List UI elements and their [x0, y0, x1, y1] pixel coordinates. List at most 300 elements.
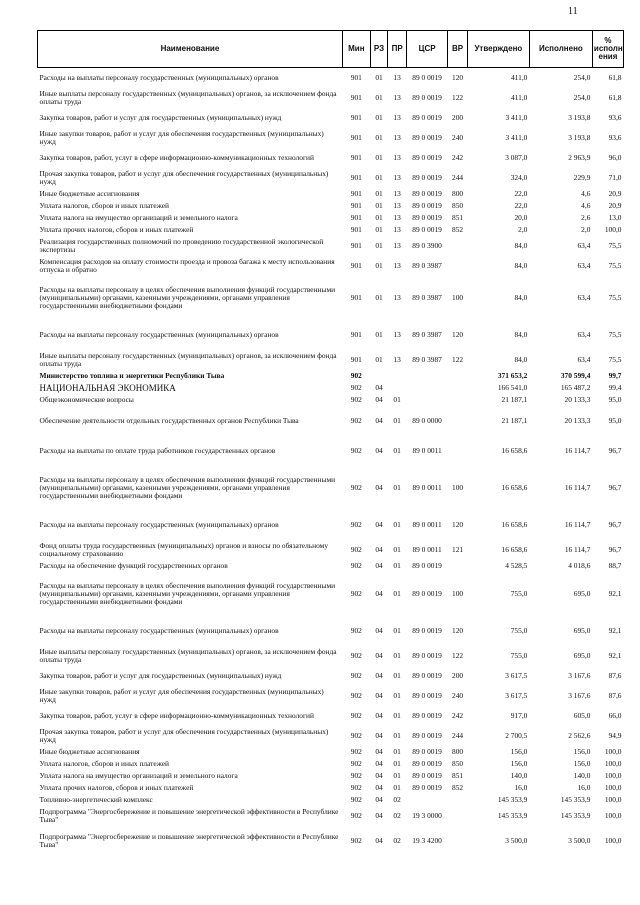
cell-vr [448, 236, 468, 256]
cell-vr [448, 560, 468, 572]
cell-executed: 3 500,0 [568, 836, 591, 845]
cell-approved: 84,0 [514, 293, 528, 302]
cell-executed: 2 963,9 [568, 153, 591, 162]
cell-vr: 244 [452, 173, 464, 182]
cell-approved: 16,0 [514, 783, 528, 792]
cell-percent: 87,6 [608, 671, 622, 680]
cell-percent: 20,9 [608, 201, 622, 210]
cell-min: 902 [350, 759, 362, 768]
cell-vr: 244 [452, 731, 464, 740]
cell-rz: 04 [375, 783, 383, 792]
table-row [38, 726, 624, 746]
cell-approved: 21 187,1 [501, 395, 528, 404]
cell-csr: 89 0 0019 [412, 225, 442, 234]
cell-vr: 800 [452, 189, 464, 198]
cell-percent: 100,0 [604, 795, 622, 804]
cell-vr: 200 [452, 671, 464, 680]
cell-rz: 01 [375, 93, 383, 102]
cell-min: 901 [350, 241, 362, 250]
cell-approved: 22,0 [514, 189, 528, 198]
cell-csr: 89 0 0019 [412, 711, 442, 720]
cell-min: 901 [350, 330, 362, 339]
cell-vr: 121 [452, 545, 464, 554]
cell-executed: 3 193,8 [568, 113, 591, 122]
cell-approved: 20,0 [514, 213, 528, 222]
cell-executed: 16 114,7 [564, 545, 591, 554]
cell-csr: 89 0 0011 [412, 545, 442, 554]
cell-percent: 96,7 [608, 520, 622, 529]
cell-percent: 94,9 [608, 731, 622, 740]
cell-approved: 84,0 [514, 330, 528, 339]
cell-pr: 13 [393, 189, 401, 198]
cell-name: Расходы на выплаты персоналу государственных (муниципальных) органов [39, 626, 279, 635]
cell-executed: 63,4 [577, 293, 591, 302]
cell-pr: 01 [393, 711, 401, 720]
header-executed: Исполнено [529, 31, 592, 68]
cell-name: Уплата прочих налогов, сборов и иных платежей [39, 783, 194, 792]
cell-min: 901 [350, 113, 362, 122]
cell-pr: 01 [393, 545, 401, 554]
cell-percent: 96,7 [608, 446, 622, 455]
cell-percent: 71,0 [608, 173, 622, 182]
cell-pr: 01 [393, 589, 401, 598]
cell-executed: 3 193,8 [568, 133, 591, 142]
cell-percent: 99,4 [608, 383, 622, 392]
cell-approved: 3 411,0 [505, 133, 528, 142]
cell-min: 902 [350, 747, 362, 756]
cell-name: Топливно-энергетический комплекс [39, 795, 153, 804]
cell-executed: 140,0 [573, 771, 591, 780]
cell-rz [370, 370, 388, 382]
cell-csr: 19 3 0000 [412, 811, 442, 820]
cell-min: 902 [350, 626, 362, 635]
cell-approved: 84,0 [514, 261, 528, 270]
cell-name: Прочая закупка товаров, работ и услуг для обеспечения государственных (муниципальных) нужд [39, 727, 329, 744]
cell-rz: 04 [375, 795, 383, 804]
cell-percent: 61,8 [608, 73, 622, 82]
cell-percent: 100,0 [604, 811, 622, 820]
cell-min: 901 [350, 225, 362, 234]
cell-executed: 63,4 [577, 241, 591, 250]
cell-approved: 755,0 [510, 589, 528, 598]
cell-rz: 04 [375, 651, 383, 660]
cell-percent: 93,6 [608, 133, 622, 142]
cell-pr: 02 [393, 811, 401, 820]
cell-csr: 89 0 0011 [412, 446, 442, 455]
cell-approved: 3 617,5 [505, 691, 528, 700]
cell-csr: 89 0 0019 [412, 783, 442, 792]
cell-pr: 01 [393, 759, 401, 768]
table-row [38, 370, 624, 382]
cell-name: Прочая закупка товаров, работ и услуг для обеспечения государственных (муниципальных) нужд [39, 169, 329, 186]
cell-executed: 2 562,6 [568, 731, 591, 740]
table-row [38, 320, 624, 350]
cell-rz: 01 [375, 73, 383, 82]
cell-approved: 3 500,0 [505, 836, 528, 845]
cell-min: 901 [350, 355, 362, 364]
cell-pr: 13 [393, 241, 401, 250]
cell-csr: 89 0 0019 [412, 133, 442, 142]
cell-name: Иные выплаты персоналу государственных (муниципальных) органов, за исключением фонда оплаты труда [39, 351, 337, 368]
cell-vr: 242 [452, 711, 464, 720]
cell-rz: 01 [375, 241, 383, 250]
cell-vr: 851 [452, 213, 464, 222]
cell-name: Уплата налогов, сборов и иных платежей [39, 201, 169, 210]
cell-csr: 89 0 0011 [412, 520, 442, 529]
cell-vr [448, 256, 468, 276]
cell-approved: 3 617,5 [505, 671, 528, 680]
cell-vr: 122 [452, 355, 464, 364]
table-row [38, 782, 624, 794]
cell-csr: 89 0 0019 [412, 73, 442, 82]
cell-csr: 89 0 0019 [412, 731, 442, 740]
cell-pr [388, 382, 407, 394]
table-header-row [38, 31, 624, 68]
cell-approved: 145 353,9 [497, 795, 528, 804]
cell-min: 902 [350, 711, 362, 720]
cell-executed: 20 133,3 [564, 416, 591, 425]
cell-percent: 61,8 [608, 93, 622, 102]
cell-executed: 4,6 [581, 201, 591, 210]
cell-csr [406, 370, 447, 382]
cell-min: 902 [350, 416, 362, 425]
cell-approved: 917,0 [510, 711, 528, 720]
cell-csr: 89 0 0019 [412, 671, 442, 680]
cell-vr: 850 [452, 759, 464, 768]
cell-min: 901 [350, 93, 362, 102]
cell-executed: 63,4 [577, 261, 591, 270]
cell-csr: 89 0 3987 [412, 355, 442, 364]
page-number: 11 [568, 6, 578, 17]
cell-name: Закупка товаров, работ, услуг в сфере информационно-коммуникационных технологий [39, 153, 314, 162]
cell-min: 902 [350, 836, 362, 845]
cell-approved: 411,0 [511, 73, 528, 82]
cell-pr: 01 [393, 520, 401, 529]
cell-csr: 89 0 0019 [412, 213, 442, 222]
cell-name: Закупка товаров, работ, услуг в сфере информационно-коммуникационных технологий [39, 711, 314, 720]
cell-name: Иные выплаты персоналу государственных (муниципальных) органов, за исключением фонда оплаты труда [39, 647, 337, 664]
cell-percent: 75,5 [608, 293, 622, 302]
cell-min: 902 [350, 651, 362, 660]
table-row [38, 382, 624, 394]
cell-vr: 242 [452, 153, 464, 162]
cell-min: 902 [350, 811, 362, 820]
cell-percent: 95,0 [608, 395, 622, 404]
table-row [38, 224, 624, 236]
cell-executed: 16 114,7 [564, 446, 591, 455]
cell-vr: 120 [452, 330, 464, 339]
table-row [38, 686, 624, 706]
cell-percent: 100,0 [604, 836, 622, 845]
cell-percent: 99,7 [608, 371, 622, 380]
cell-rz: 04 [375, 483, 383, 492]
cell-percent: 93,6 [608, 113, 622, 122]
cell-min: 902 [350, 771, 362, 780]
cell-rz: 01 [375, 153, 383, 162]
cell-executed: 145 353,9 [560, 811, 591, 820]
cell-min: 902 [350, 446, 362, 455]
cell-pr: 01 [393, 446, 401, 455]
cell-approved: 156,0 [510, 759, 528, 768]
cell-min: 901 [350, 293, 362, 302]
cell-pr: 13 [393, 330, 401, 339]
cell-rz: 01 [375, 330, 383, 339]
cell-rz: 04 [375, 395, 383, 404]
cell-name: Уплата налогов, сборов и иных платежей [39, 759, 169, 768]
cell-rz: 04 [375, 561, 383, 570]
cell-approved: 755,0 [510, 626, 528, 635]
cell-name: Закупка товаров, работ и услуг для государственных (муниципальных) нужд [39, 671, 282, 680]
cell-min: 902 [350, 691, 362, 700]
table-row [38, 236, 624, 256]
cell-executed: 16 114,7 [564, 483, 591, 492]
cell-vr: 100 [452, 483, 464, 492]
cell-name: Компенсация расходов на оплату стоимости проезда и провоза багажа к месту использования отпуска и обратно [39, 257, 335, 274]
table-row [38, 540, 624, 560]
cell-pr: 13 [393, 173, 401, 182]
table-row [38, 666, 624, 686]
cell-vr [448, 394, 468, 406]
cell-rz: 04 [375, 383, 383, 392]
cell-name: Расходы на выплаты персоналу государственных (муниципальных) органов [39, 520, 279, 529]
cell-vr: 851 [452, 771, 464, 780]
cell-pr: 01 [393, 416, 401, 425]
cell-rz: 04 [375, 416, 383, 425]
table-row [38, 148, 624, 168]
cell-executed: 695,0 [573, 626, 591, 635]
cell-pr: 01 [393, 651, 401, 660]
cell-min: 901 [350, 173, 362, 182]
cell-name: Иные выплаты персоналу государственных (муниципальных) органов, за исключением фонда оплаты труда [39, 89, 337, 106]
cell-pr: 13 [393, 225, 401, 234]
cell-pr: 13 [393, 113, 401, 122]
cell-rz: 01 [375, 355, 383, 364]
cell-vr [448, 806, 468, 826]
cell-approved: 145 353,9 [497, 811, 528, 820]
table-row [38, 350, 624, 370]
table-row [38, 276, 624, 320]
cell-csr: 89 0 0019 [412, 651, 442, 660]
cell-min: 902 [350, 671, 362, 680]
cell-vr: 120 [452, 626, 464, 635]
header-name: Наименование [38, 31, 343, 68]
table-row [38, 794, 624, 806]
cell-pr: 01 [393, 731, 401, 740]
cell-rz: 04 [375, 671, 383, 680]
cell-csr: 89 0 0019 [412, 589, 442, 598]
cell-vr: 200 [452, 113, 464, 122]
cell-percent: 92,1 [608, 626, 622, 635]
cell-vr [448, 794, 468, 806]
cell-pr: 01 [393, 771, 401, 780]
cell-rz: 01 [375, 189, 383, 198]
cell-vr: 100 [452, 293, 464, 302]
table-row [38, 510, 624, 540]
cell-percent: 92,1 [608, 589, 622, 598]
table-row [38, 758, 624, 770]
cell-executed: 254,0 [573, 93, 591, 102]
cell-min: 902 [350, 589, 362, 598]
cell-csr: 89 0 3987 [412, 293, 442, 302]
cell-csr: 89 0 0011 [412, 483, 442, 492]
cell-pr: 01 [393, 691, 401, 700]
cell-name: Уплата прочих налогов, сборов и иных платежей [39, 225, 194, 234]
cell-approved: 16 658,6 [501, 545, 528, 554]
cell-name: Иные закупки товаров, работ и услуг для обеспечения государственных (муниципальных) нужд [39, 129, 324, 146]
cell-approved: 411,0 [511, 93, 528, 102]
cell-vr: 120 [452, 73, 464, 82]
cell-executed: 254,0 [573, 73, 591, 82]
cell-vr [448, 406, 468, 436]
cell-percent: 20,9 [608, 189, 622, 198]
cell-pr: 01 [393, 395, 401, 404]
cell-pr: 13 [393, 201, 401, 210]
cell-rz: 04 [375, 446, 383, 455]
cell-percent: 88,7 [608, 561, 622, 570]
cell-percent: 92,1 [608, 651, 622, 660]
cell-name: Уплата налога на имущество организаций и земельного налога [39, 771, 238, 780]
cell-rz: 04 [375, 711, 383, 720]
cell-approved: 16 658,6 [501, 483, 528, 492]
table-row [38, 88, 624, 108]
cell-percent: 95,0 [608, 416, 622, 425]
cell-vr [448, 826, 468, 856]
cell-vr: 100 [452, 589, 464, 598]
cell-executed: 695,0 [573, 651, 591, 660]
cell-csr [406, 794, 447, 806]
cell-min: 902 [350, 371, 362, 380]
table-row [38, 572, 624, 616]
cell-min: 901 [350, 133, 362, 142]
header-pr: ПР [388, 31, 407, 68]
cell-executed: 3 167,6 [568, 691, 591, 700]
cell-percent: 87,6 [608, 691, 622, 700]
cell-percent: 75,5 [608, 241, 622, 250]
table-row [38, 436, 624, 466]
table-row [38, 212, 624, 224]
header-approved: Утверждено [467, 31, 529, 68]
cell-percent: 13,0 [608, 213, 622, 222]
table-row [38, 646, 624, 666]
cell-min: 901 [350, 153, 362, 162]
cell-name: Реализация государственных полномочий по проведению государственной экологической экспертизы [39, 237, 324, 254]
cell-approved: 16 658,6 [501, 446, 528, 455]
cell-min: 902 [350, 783, 362, 792]
cell-csr: 89 0 0019 [412, 113, 442, 122]
cell-csr: 89 0 0019 [412, 747, 442, 756]
cell-approved: 84,0 [514, 355, 528, 364]
cell-executed: 165 487,2 [560, 383, 591, 392]
table-row [38, 616, 624, 646]
cell-name: Министерство топлива и энергетики Республики Тыва [39, 371, 225, 380]
table-row [38, 188, 624, 200]
cell-approved: 2,0 [518, 225, 528, 234]
table-row [38, 826, 624, 856]
cell-min: 902 [350, 383, 362, 392]
cell-percent: 66,0 [608, 711, 622, 720]
cell-executed: 16 114,7 [564, 520, 591, 529]
cell-vr: 120 [452, 520, 464, 529]
cell-csr: 89 0 3987 [412, 261, 442, 270]
header-csr: ЦСР [406, 31, 447, 68]
table-row [38, 466, 624, 510]
cell-pr: 01 [393, 626, 401, 635]
cell-rz: 01 [375, 113, 383, 122]
cell-executed: 156,0 [573, 759, 591, 768]
table-row [38, 746, 624, 758]
cell-min: 902 [350, 561, 362, 570]
cell-vr: 240 [452, 133, 464, 142]
cell-rz: 01 [375, 293, 383, 302]
cell-min: 901 [350, 189, 362, 198]
table-row [38, 108, 624, 128]
cell-name: Расходы на выплаты персоналу в целях обеспечения выполнения функций государственными (муниципальными) органами, казенными учреждениями, органами управления государственными внебюджетными фондами [39, 581, 336, 606]
cell-csr: 19 3 4200 [412, 836, 442, 845]
cell-rz: 04 [375, 759, 383, 768]
cell-pr: 02 [393, 836, 401, 845]
cell-csr: 89 0 0019 [412, 626, 442, 635]
cell-executed: 4,6 [581, 189, 591, 198]
cell-executed: 370 599,4 [560, 371, 591, 380]
cell-approved: 22,0 [514, 201, 528, 210]
cell-rz: 04 [375, 811, 383, 820]
cell-name: Общеэкономические вопросы [39, 395, 134, 404]
cell-approved: 84,0 [514, 241, 528, 250]
cell-min: 901 [350, 213, 362, 222]
header-vr: ВР [448, 31, 468, 68]
cell-percent: 96,0 [608, 153, 622, 162]
budget-table [37, 30, 624, 856]
cell-csr: 89 0 0019 [412, 759, 442, 768]
cell-rz: 01 [375, 133, 383, 142]
cell-csr: 89 0 3900 [412, 241, 442, 250]
cell-csr [406, 394, 447, 406]
cell-approved: 140,0 [510, 771, 528, 780]
cell-name: Закупка товаров, работ и услуг для государственных (муниципальных) нужд [39, 113, 282, 122]
cell-executed: 4 018,6 [568, 561, 591, 570]
cell-rz: 01 [375, 173, 383, 182]
cell-min: 902 [350, 545, 362, 554]
cell-rz: 04 [375, 589, 383, 598]
cell-executed: 145 353,9 [560, 795, 591, 804]
cell-csr: 89 0 0019 [412, 153, 442, 162]
cell-pr: 13 [393, 93, 401, 102]
cell-approved: 371 653,2 [497, 371, 528, 380]
cell-min: 901 [350, 201, 362, 210]
cell-approved: 3 087,0 [505, 153, 528, 162]
cell-pr: 01 [393, 747, 401, 756]
cell-vr: 852 [452, 225, 464, 234]
cell-rz: 04 [375, 545, 383, 554]
cell-rz: 01 [375, 213, 383, 222]
cell-executed: 695,0 [573, 589, 591, 598]
cell-csr: 89 0 0000 [412, 416, 442, 425]
cell-csr [406, 382, 447, 394]
cell-min: 902 [350, 483, 362, 492]
cell-vr: 800 [452, 747, 464, 756]
cell-csr: 89 0 0019 [412, 173, 442, 182]
cell-rz: 01 [375, 261, 383, 270]
cell-csr: 89 0 0019 [412, 561, 442, 570]
header-rz: РЗ [370, 31, 388, 68]
cell-name: Иные закупки товаров, работ и услуг для обеспечения государственных (муниципальных) нужд [39, 687, 324, 704]
cell-executed: 156,0 [573, 747, 591, 756]
cell-pr: 01 [393, 671, 401, 680]
cell-csr: 89 0 0019 [412, 691, 442, 700]
cell-pr: 13 [393, 213, 401, 222]
cell-vr: 122 [452, 651, 464, 660]
cell-name: Иные бюджетные ассигнования [39, 747, 140, 756]
